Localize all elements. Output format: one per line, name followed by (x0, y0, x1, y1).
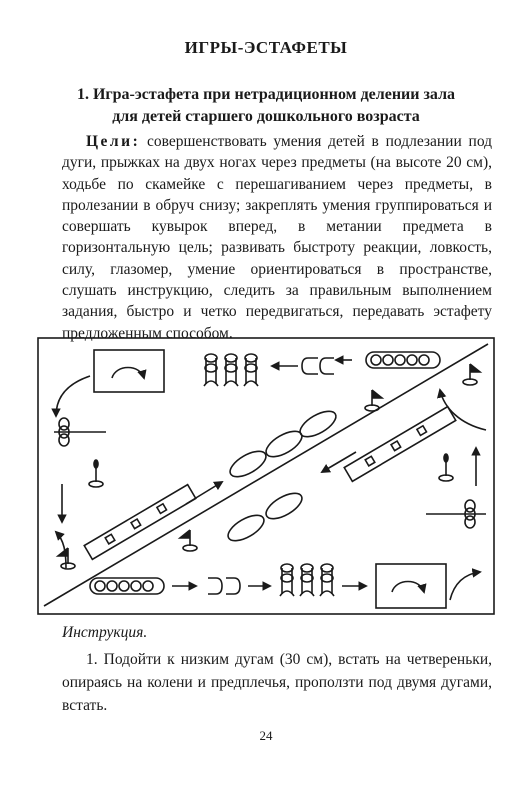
flag-top-center (365, 390, 382, 411)
goals-text: совершенствовать умения детей в подлезании под дуги, прыжках на двух ногах через предметы (на высоте 20 см), ходьбе по скамейке с перешагиванием через предметы, в пролезании в обруч снизу; закреплять умения группироваться и совершать кувырок вперед, в метании предмета в горизонтальную цель; развивать быстроту реакции, ловкость, силу, глазомер, умение ориентироваться в пространстве, слушать инструкцию, следить за правильным выполнением задания, быстро и четко передвигаться, передавать эстафету предложенным способом. (62, 133, 493, 342)
arrow-bottom-right (450, 572, 480, 600)
bench-lower (84, 485, 196, 560)
pin-left (89, 460, 103, 487)
hoops-crawl (224, 406, 340, 546)
arcs-bottom (208, 578, 240, 594)
hall-outline (38, 338, 494, 614)
instruction-title: Инструкция. (62, 624, 148, 641)
target-right (426, 500, 486, 528)
hoops-top (366, 352, 440, 368)
game-title (40, 84, 492, 128)
relay-diagram (36, 336, 496, 616)
instruction-step-1-text: 1. Подойти к низким дугам (30 см), встать на четвереньки, опираясь на колени и предплечья, проползти под двумя дугами, встать. (62, 651, 492, 714)
flag-bottom-center (180, 530, 197, 551)
goals-label: Цели: (86, 133, 141, 150)
page-number: 24 (259, 728, 273, 743)
gym-mat-top (94, 350, 164, 392)
hoops-bottom (90, 578, 164, 594)
target-left (54, 418, 106, 446)
game-title-line1: 1. Игра-эстафета при нетрадиционном делении зала (76, 86, 456, 103)
section-title: ИГРЫ-ЭСТАФЕТЫ (184, 38, 348, 57)
roll-arrow-icon-2 (392, 582, 424, 593)
hurdles-top (204, 354, 258, 386)
arrow-top-left (56, 376, 90, 416)
gym-mat-bottom (376, 564, 446, 608)
hurdles-bottom (280, 564, 334, 596)
pin-right (439, 454, 453, 481)
goals-paragraph (62, 131, 492, 344)
instruction-step-1 (62, 648, 492, 717)
hall-diagonal (44, 344, 488, 606)
game-title-line2: для детей старшего дошкольного возраста (112, 108, 420, 125)
arcs-top (302, 358, 334, 374)
flag-top-right (463, 364, 480, 385)
bench-upper (344, 407, 456, 482)
roll-arrow-icon (112, 368, 144, 379)
arrow-top-right (440, 390, 486, 430)
